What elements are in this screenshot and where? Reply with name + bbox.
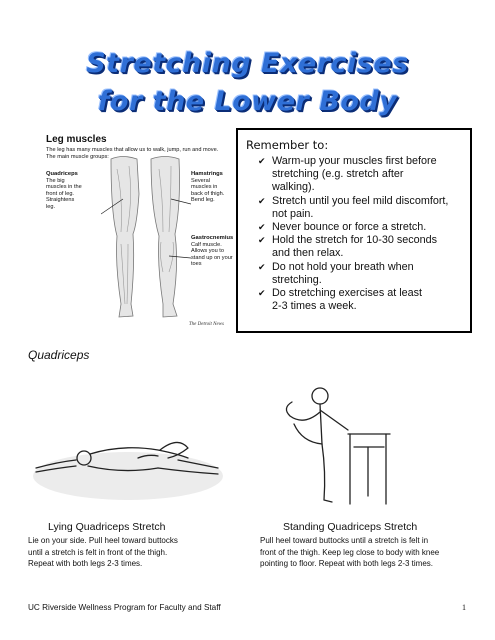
remember-item-2-line-2: not pain. bbox=[272, 207, 314, 220]
standing-stretch-line-2: front of the thigh. Keep leg close to body with knee bbox=[260, 547, 440, 557]
standing-quadriceps-illustration bbox=[268, 372, 398, 512]
lying-stretch-line-2: until a stretch is felt in front of the thigh. bbox=[28, 547, 168, 557]
remember-item bbox=[246, 155, 464, 195]
title-line-1: Stretching Exercises bbox=[86, 48, 409, 79]
check-icon: ✔ bbox=[258, 222, 266, 233]
hamstrings-name: Hamstrings bbox=[191, 171, 223, 177]
page-number: 1 bbox=[462, 603, 466, 612]
check-icon: ✔ bbox=[258, 235, 266, 246]
remember-item-6-line-2: 2-3 times a week. bbox=[272, 300, 357, 313]
hamstrings-desc-1: Several bbox=[191, 177, 210, 184]
quadriceps-desc-2: muscles in the bbox=[46, 184, 82, 191]
remember-item-1-line-2: stretching (e.g. stretch after bbox=[272, 168, 404, 181]
quadriceps-desc-5: leg. bbox=[46, 203, 56, 210]
standing-stretch-line-3: pointing to floor. Repeat with both legs 2-3 times. bbox=[260, 559, 433, 568]
section-heading-quadriceps: Quadriceps bbox=[28, 348, 90, 362]
remember-item bbox=[246, 221, 464, 234]
check-icon: ✔ bbox=[258, 261, 266, 272]
check-icon: ✔ bbox=[258, 156, 266, 166]
remember-item bbox=[246, 234, 464, 260]
remember-box bbox=[236, 128, 472, 333]
check-icon: ✔ bbox=[258, 288, 266, 299]
hamstrings-desc-2: muscles in bbox=[191, 184, 218, 191]
gastrocnemius-desc-3: stand up on your bbox=[191, 254, 233, 261]
remember-item-5-line-2: stretching. bbox=[272, 273, 322, 286]
hamstrings-desc-4: Bend leg. bbox=[191, 197, 215, 204]
hamstrings-desc-3: back of thigh. bbox=[191, 190, 225, 197]
check-icon: ✔ bbox=[258, 195, 266, 206]
remember-item-4-line-1: Hold the stretch for 10-30 seconds bbox=[272, 234, 438, 247]
remember-item bbox=[246, 195, 464, 221]
quadriceps-desc-3: front of leg. bbox=[46, 190, 74, 197]
leg-muscles-heading: Leg muscles bbox=[46, 134, 107, 145]
remember-list bbox=[246, 155, 464, 313]
quadriceps-name: Quadriceps bbox=[46, 171, 78, 177]
quadriceps-desc-4: Straightens bbox=[46, 197, 75, 204]
image-credit: The Detroit News bbox=[188, 322, 224, 327]
lying-stretch-line-1: Lie on your side. Pull heel toward buttocks bbox=[28, 536, 178, 545]
remember-item-4-line-2: and then relax. bbox=[272, 247, 344, 260]
lying-stretch-title: Lying Quadriceps Stretch bbox=[48, 521, 166, 533]
remember-item-1-line-1: Warm-up your muscles first before bbox=[272, 155, 437, 167]
lying-quadriceps-illustration bbox=[28, 428, 228, 513]
footer-text: UC Riverside Wellness Program for Faculty and Staff bbox=[28, 603, 221, 612]
remember-item-1-line-3: walking). bbox=[272, 181, 315, 194]
quadriceps-desc-1: The big bbox=[46, 177, 65, 184]
gastrocnemius-desc-2: Allows you to bbox=[191, 248, 224, 255]
remember-item-5-line-1: Do not hold your breath when bbox=[272, 260, 414, 273]
remember-item-2-line-1: Stretch until you feel mild discomfort, bbox=[272, 194, 449, 207]
hamstrings-label bbox=[191, 171, 224, 204]
gastrocnemius-desc-1: Calf muscle. bbox=[191, 241, 222, 248]
leg-muscles-panel bbox=[46, 134, 232, 334]
standing-stretch-description bbox=[260, 535, 439, 570]
remember-item-6-line-1: Do stretching exercises at least bbox=[272, 287, 423, 300]
title-line-2: for the Lower Body bbox=[97, 86, 398, 117]
remember-item bbox=[246, 261, 464, 287]
standing-stretch-line-1: Pull heel toward buttocks until a stretch is felt in bbox=[260, 536, 429, 545]
leg-muscles-intro: The leg has many muscles that allow us to walk, jump, run and move. The main muscle groups: bbox=[46, 147, 219, 160]
lying-stretch-line-3: Repeat with both legs 2-3 times. bbox=[28, 559, 143, 568]
standing-stretch-title: Standing Quadriceps Stretch bbox=[283, 521, 418, 533]
gastrocnemius-desc-4: toes bbox=[191, 261, 202, 268]
remember-item-3-line-1: Never bounce or force a stretch. bbox=[272, 221, 427, 234]
remember-title: Remember to: bbox=[246, 138, 329, 152]
lying-stretch-description bbox=[28, 535, 178, 570]
quadriceps-label bbox=[46, 171, 82, 211]
remember-item bbox=[246, 287, 464, 313]
gastrocnemius-name: Gastrocnemius bbox=[191, 235, 234, 241]
gastrocnemius-label bbox=[191, 235, 233, 268]
leg-anatomy-illustration bbox=[101, 154, 191, 324]
